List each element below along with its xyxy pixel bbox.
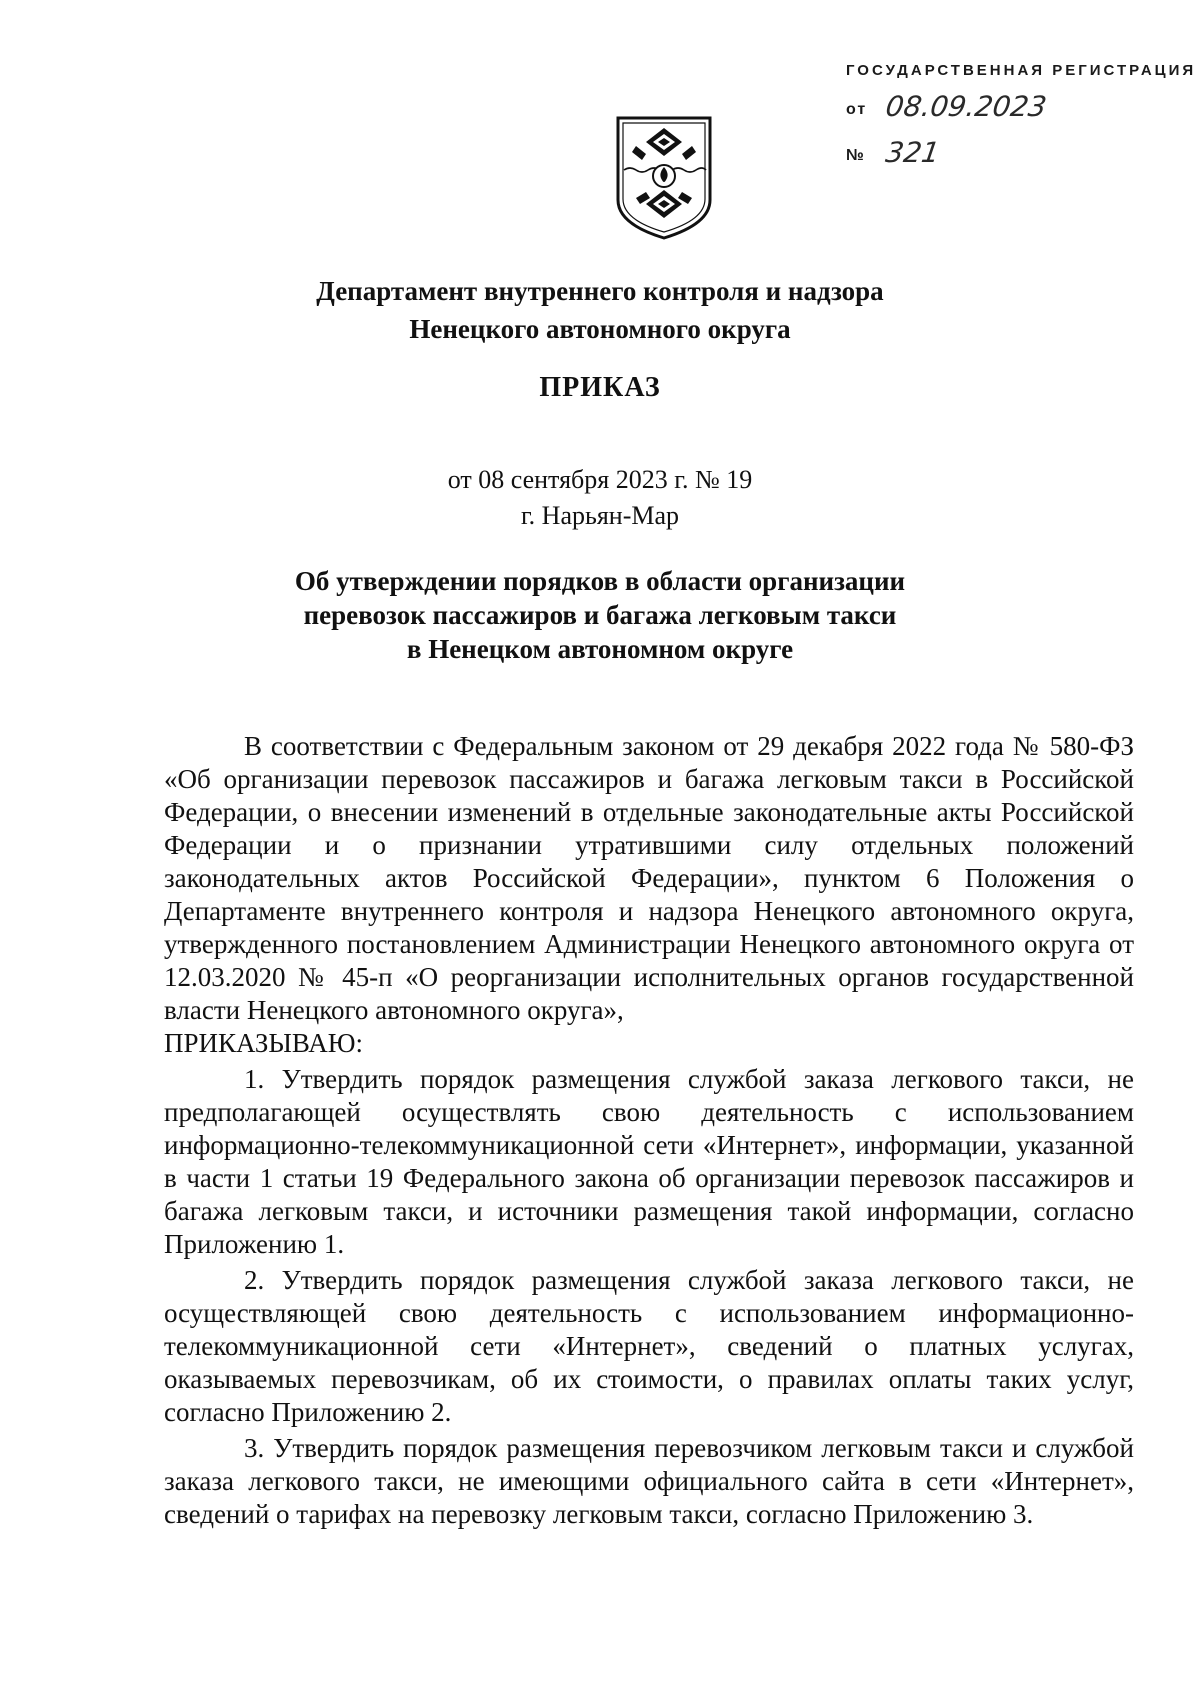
document-type: ПРИКАЗ — [539, 372, 661, 403]
order-item-2: 2. Утвердить порядок размещения службой заказа легкового такси, не осуществляющей свою деятельность с использованием информационно-телекоммуникационной сети «Интернет», сведений о платных услугах, оказываемых перевозчикам, об их стоимости, о правилах оплаты таких услуг, согласно Приложению 2. — [164, 1265, 1134, 1427]
preamble-paragraph: В соответствии с Федеральным законом от 29 декабря 2022 года № 580-ФЗ «Об организации перевозок пассажиров и багажа легковым такси в Российской Федерации, о внесении изменений в отдельные законодательные акты Российской Федерации и о признании утратившими силу отдельных положений законодательных актов Российской Федерации», пунктом 6 Положения о Департаменте внутреннего контроля и надзора Ненецкого автономного округа, утвержденного постановлением Администрации Ненецкого автономного округа от 12.03.2020 № 45-п «О реорганизации исполнительных органов государственной власти Ненецкого автономного округа», — [164, 731, 1134, 1025]
order-city: г. Нарьян-Мар — [520, 501, 680, 530]
order-item-1: 1. Утвердить порядок размещения службой заказа легкового такси, не предполагающей осуществлять свою деятельность с использованием информационно-телекоммуникационной сети «Интернет», информации, указанной в части 1 статьи 19 Федерального закона об организации перевозок пассажиров и багажа легковым такси, и источники размещения такой информации, согласно Приложению 1. — [164, 1064, 1134, 1259]
order-meta — [0, 462, 1200, 534]
order-word: ПРИКАЗЫВАЮ: — [164, 1028, 363, 1058]
coat-of-arms-icon — [612, 112, 716, 242]
subject-line-1: Об утверждении порядков в области организации — [294, 566, 906, 596]
order-body — [164, 730, 1134, 1531]
department-line-2: Ненецкого автономного округа — [409, 314, 791, 344]
order-date-number: от 08 сентября 2023 г. № 19 — [447, 465, 753, 494]
order-subject — [0, 564, 1200, 666]
stamp-date-prefix: от — [846, 101, 868, 118]
stamp-number-prefix: № — [846, 147, 866, 164]
department-name — [0, 272, 1200, 348]
stamp-number-value: 321 — [883, 136, 942, 169]
order-item-3: 3. Утвердить порядок размещения перевозчиком легковым такси и службой заказа легкового такси, не имеющими официального сайта в сети «Интернет», сведений о тарифах на перевозку легковым такси, согласно Приложению 3. — [164, 1433, 1134, 1529]
department-line-1: Департамент внутреннего контроля и надзора — [316, 276, 884, 306]
subject-line-2: перевозок пассажиров и багажа легковым такси — [303, 600, 897, 630]
stamp-title: ГОСУДАРСТВЕННАЯ РЕГИСТРАЦИЯ — [846, 62, 1197, 79]
stamp-number-row — [846, 125, 1166, 171]
registration-stamp — [846, 62, 1197, 171]
stamp-date-value: 08.09.2023 — [883, 90, 1049, 123]
subject-line-3: в Ненецком автономном округе — [406, 634, 794, 664]
stamp-date-row — [846, 79, 1166, 125]
